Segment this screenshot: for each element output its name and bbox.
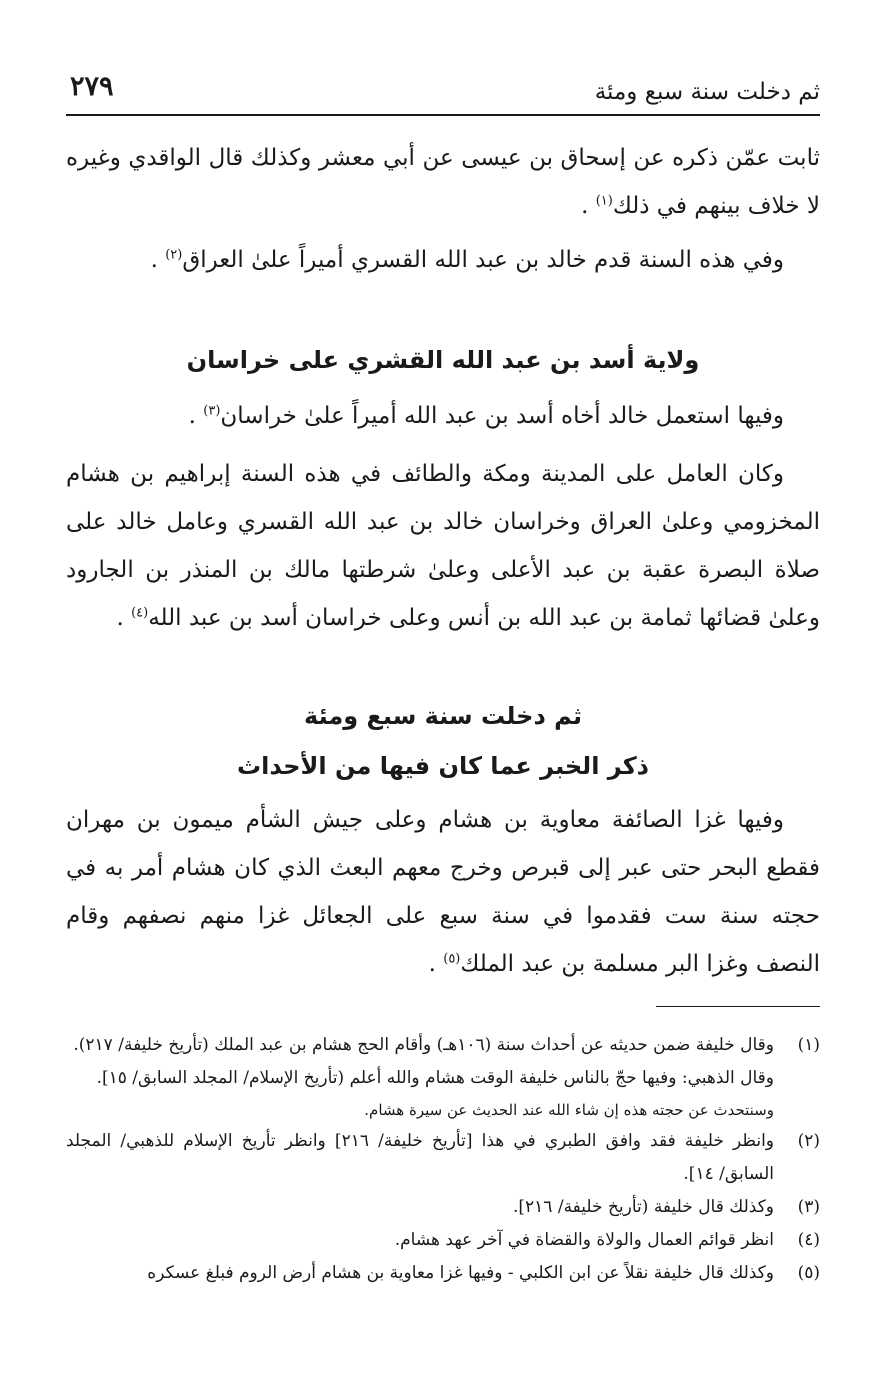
footnote-number: (٤) [797,1230,820,1250]
footnote-text: انظر قوائم العمال والولاة والقضاة في آخر عهد هشام. [394,1230,774,1250]
events-heading: ذكر الخبر عما كان فيها من الأحداث [237,752,649,780]
footnote-body [66,1029,774,1125]
footnote-body [66,1125,774,1191]
footnote-divider [656,1006,820,1007]
footnote-reference: (٣) [203,403,221,419]
footnote-text: وانظر خليفة فقد وافق الطبري في هذا [تأريخ خليفة/ ٢١٦] وانظر تأريخ الإسلام للذهبي/ المجلد السابق/ ١٤]. [66,1131,774,1184]
footnote-reference: (٢) [165,247,183,263]
paragraph-end: . [116,605,124,631]
year-heading: ثم دخلت سنة سبع ومئة [304,702,582,730]
footnote-3 [66,1191,820,1224]
footnote-text: وسنتحدث عن حجته هذه إن شاء الله عند الحديث عن سيرة هشام. [364,1101,774,1119]
footnotes-section [66,1029,820,1290]
footnote-5 [66,1257,820,1290]
footnote-body [66,1224,774,1257]
paragraph-governors [66,450,820,642]
footnote-body [66,1191,774,1224]
paragraph-text: وفيها استعمل خالد أخاه أسد بن عبد الله أميراً علىٰ خراسان [220,403,784,429]
paragraph-text: وفيها غزا الصائفة معاوية بن هشام وعلى جيش الشأم ميمون بن مهران فقطع البحر حتى عبر إلى قبرص وخرج معهم البعث الذي كان هشام أمر به في حجته سنة ست فقدموا في سنة سبع على الجعائل غزا منهم نصفهم وقام النصف وغزا البر مسلمة بن عبد الملك [66,807,820,977]
paragraph-text: وكان العامل على المدينة ومكة والطائف في هذه السنة إبراهيم بن هشام المخزومي وعلىٰ العراق وخراسان خالد بن عبد الله القسري وعامل خالد على صلاة البصرة عقبة بن عبد الأعلى وعلىٰ شرطتها مالك بن المنذر بن الجارود وعلىٰ قضائها ثمامة بن عبد الله بن أنس وعلى خراسان أسد بن عبد الله [66,461,820,631]
page-number: ٢٧٩ [70,71,114,102]
footnote-text: وكذلك قال خليفة نقلاً عن ابن الكلبي - وفيها غزا معاوية بن هشام أرض الروم فبلغ عسكره [147,1263,774,1283]
paragraph-end: . [428,951,436,977]
footnote-reference: (١) [595,193,613,209]
paragraph-text: وفي هذه السنة قدم خالد بن عبد الله القسري أميراً علىٰ العراق [182,247,784,273]
footnote-text: وكذلك قال خليفة (تأريخ خليفة/ ٢١٦]. [512,1197,774,1217]
footnote-1 [66,1029,820,1125]
footnote-text: وقال خليفة ضمن حديثه عن أحداث سنة (١٠٦هـ) وأقام الحج هشام بن عبد الملك (تأريخ خليفة/ ٢١٧). [73,1035,774,1055]
footnote-reference: (٥) [443,951,461,967]
footnote-body [66,1257,774,1290]
paragraph-summer-campaign [66,796,820,988]
section-heading-asad: ولاية أسد بن عبد الله القشري على خراسان [186,346,700,374]
running-header [66,70,820,116]
running-title: ثم دخلت سنة سبع ومئة [594,79,820,105]
paragraph-end: . [150,247,158,273]
footnote-4 [66,1224,820,1257]
paragraph-end: . [581,193,589,219]
footnote-reference: (٤) [131,605,149,621]
book-page [66,70,820,1370]
paragraph-end: . [188,403,196,429]
footnote-number: (٢) [797,1131,820,1151]
footnote-number: (١) [797,1035,820,1055]
paragraph-asad-khurasan [66,392,820,440]
footnote-2 [66,1125,820,1191]
paragraph-continuation [66,134,820,230]
footnote-text: وقال الذهبي: وفيها حجّ بالناس خليفة الوقت هشام والله أعلم (تأريخ الإسلام/ المجلد السابق/ ١٥]. [96,1068,774,1088]
paragraph-text: ثابت عمّن ذكره عن إسحاق بن عيسى عن أبي معشر وكذلك قال الواقدي وغيره لا خلاف بينهم في ذلك [66,145,820,219]
footnote-number: (٥) [797,1263,820,1283]
paragraph-khalid-iraq [66,236,820,284]
footnote-number: (٣) [797,1197,820,1217]
